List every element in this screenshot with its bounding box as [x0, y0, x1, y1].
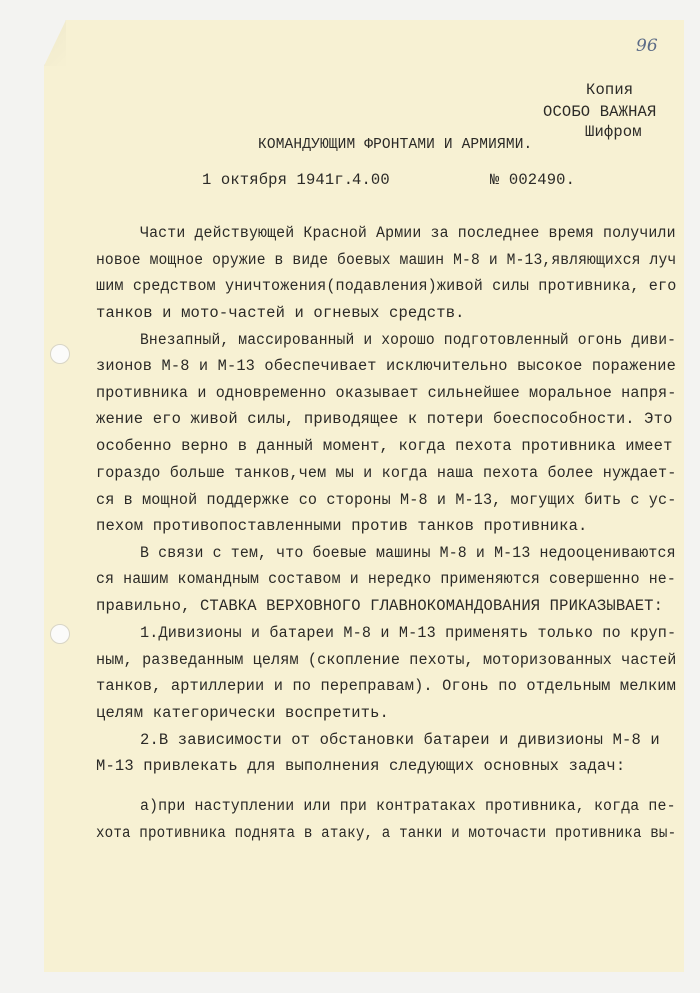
document-number: № 002490. [490, 171, 576, 189]
body-line: гораздо больше танков,чем мы и когда наша пехота более нуждает- [96, 464, 677, 482]
body-line: Части действующей Красной Армии за последнее время получили [140, 224, 676, 242]
body-line: 1.Дивизионы и батареи М-8 и М-13 применять только по круп- [140, 624, 677, 642]
cipher-label: Шифром [585, 123, 642, 141]
document-title: КОМАНДУЮЩИМ ФРОНТАМИ И АРМИЯМИ. [258, 137, 533, 153]
body-line: жение его живой силы, приводящее к потери боеспособности. Это [96, 410, 673, 428]
body-line: а)при наступлении или при контратаках противника, когда пе- [140, 797, 676, 815]
body-line: особенно верно в данный момент, когда пехота противника имеет [96, 437, 673, 455]
body-line: танков, артиллерии и по переправам). Огонь по отдельным мелким [96, 677, 677, 695]
body-line: ся в мощной поддержке со стороны М-8 и М-13, могущих бить с ус- [96, 491, 677, 509]
body-line: 2.В зависимости от обстановки батареи и дивизионы М-8 и [140, 731, 660, 749]
body-line: противника и одновременно оказывает сильнейшее моральное напря- [96, 384, 677, 402]
body-line: правильно, СТАВКА ВЕРХОВНОГО ГЛАВНОКОМАНДОВАНИЯ ПРИКАЗЫВАЕТ: [96, 597, 664, 615]
secrecy-label: ОСОБО ВАЖНАЯ [543, 103, 657, 121]
folded-corner [44, 20, 68, 68]
copy-label: Копия [586, 81, 634, 99]
body-line: целям категорически воспретить. [96, 704, 389, 722]
body-line: ным, разведанным целям (скопление пехоты, моторизованных частей [96, 651, 677, 669]
page-number: 96 [636, 36, 658, 56]
body-line: Внезапный, массированный и хорошо подготовленный огонь диви- [140, 331, 677, 349]
punch-hole-bottom [50, 624, 70, 644]
body-line: хота противника поднята в атаку, а танки и моточасти противника вы- [96, 824, 677, 842]
body-line: ся нашим командным составом и нередко применяются совершенно не- [96, 570, 676, 588]
body-line: М-13 привлекать для выполнения следующих основных задач: [96, 757, 626, 775]
document-date: 1 октября 1941г. [202, 171, 354, 189]
document-time: 4.00 [352, 171, 390, 189]
punch-hole-top [50, 344, 70, 364]
body-line: В связи с тем, что боевые машины М-8 и М-13 недооцениваются [140, 544, 676, 562]
body-line: шим средством уничтожения(подавления)живой силы противника, его [96, 277, 677, 295]
body-line: пехом противопоставленными против танков противника. [96, 517, 588, 535]
body-line: новое мощное оружие в виде боевых машин М-8 и М-13,являющихся луч [96, 251, 677, 269]
body-line: зионов М-8 и М-13 обеспечивает исключительно высокое поражение [96, 357, 677, 375]
body-line: танков и мото-частей и огневых средств. [96, 304, 465, 322]
